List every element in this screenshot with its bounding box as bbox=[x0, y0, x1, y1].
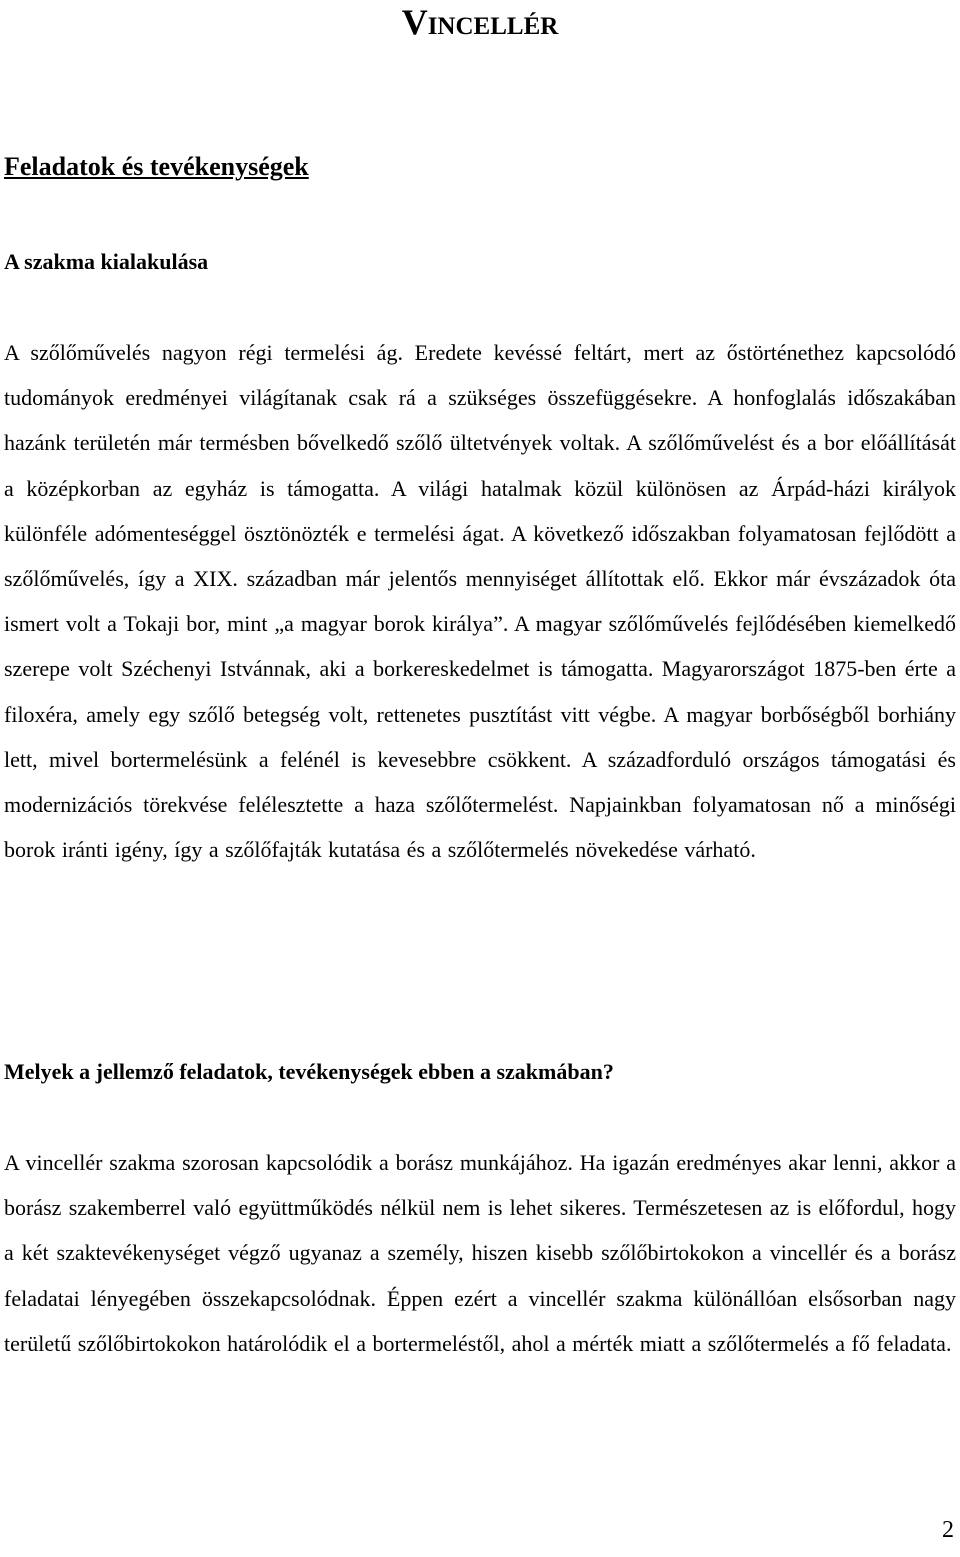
paragraph-tasks: A vincellér szakma szorosan kapcsolódik a borász munkájához. Ha igazán eredményes akar lenni, akkor a borász szakemberrel való együttműködés nélkül nem is lehet sikeres. Természetesen az is előfordul, hogy a két szaktevékenységet végző ugyanaz a személy, hiszen kisebb szőlőbirtokokon a vincellér és a borász feladatai lényegében összekapcsolódnak. Éppen ezért a vincellér szakma különállóan elsősorban nagy területű szőlőbirtokokon határolódik el a bortermeléstől, ahol a mérték miatt a szőlőtermelés a fő feladata. bbox=[4, 1150, 956, 1356]
subheading-origin: A szakma kialakulása bbox=[4, 249, 209, 274]
page-number: 2 bbox=[942, 1517, 954, 1543]
section-heading: Feladatok és tevékenységek bbox=[4, 152, 309, 181]
page-title bbox=[0, 0, 960, 44]
page-title-text: Vincellér bbox=[401, 2, 559, 42]
paragraph-history: A szőlőművelés nagyon régi termelési ág. Eredete kevéssé feltárt, mert az őstörténethez kapcsolódó tudományok eredményei világítanak csak rá a szükséges összefüggésekre. A honfoglalás időszakában hazánk területén már termésben bővelkedő szőlő ültetvények voltak. A szőlőművelést és a bor előállítását a középkorban az egyház is támogatta. A világi hatalmak közül különösen az Árpád-házi királyok különféle adómenteséggel ösztönözték e termelési ágat. A következő időszakban folyamatosan fejlődött a szőlőművelés, így a XIX. században már jelentős mennyiséget állítottak elő. Ekkor már évszázadok óta ismert volt a Tokaji bor, mint „a magyar borok királya”. A magyar szőlőművelés fejlődésében kiemelkedő szerepe volt Széchenyi Istvánnak, aki a borkereskedelmet is támogatta. Magyarországot 1875-ben érte a filoxéra, amely egy szőlő betegség volt, rettenetes pusztítást vitt végbe. A magyar borbőségből borhiány lett, mivel bortermelésünk a felénél is kevesebbre csökkent. A századforduló országos támogatási és modernizációs törekvése felélesztette a haza szőlőtermelést. Napjainkban folyamatosan nő a minőségi borok iránti igény, így a szőlőfajták kutatása és a szőlőtermelés növekedése várható. bbox=[4, 340, 956, 863]
subheading-tasks: Melyek a jellemző feladatok, tevékenységek ebben a szakmában? bbox=[4, 1059, 614, 1084]
